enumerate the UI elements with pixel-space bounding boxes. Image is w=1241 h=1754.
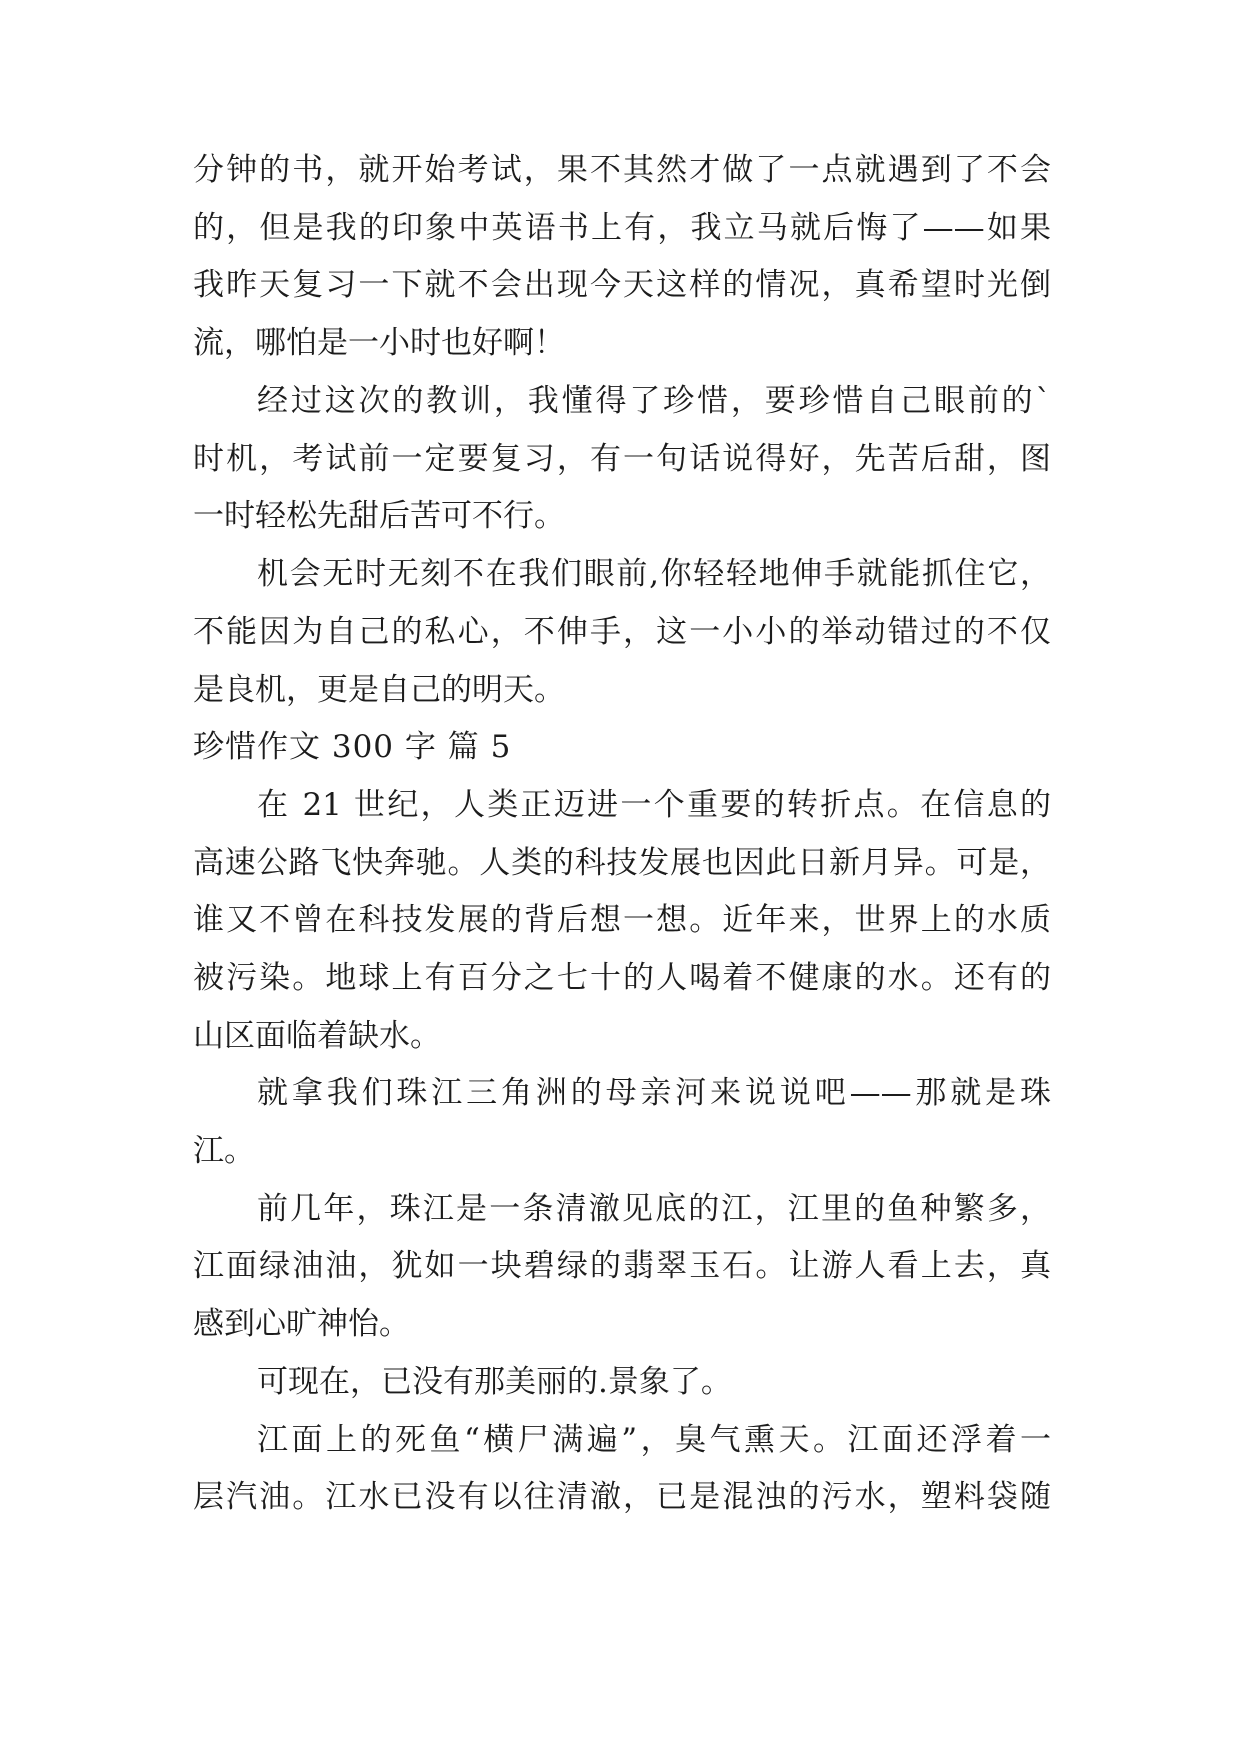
text-line: 时机，考试前一定要复习，有一句话说得好，先苦后甜，图 xyxy=(193,441,1051,477)
paragraph-first-line: 可现在，已没有那美丽的.景象了。 xyxy=(257,1364,732,1400)
text-line: 不能因为自己的私心，不伸手，这一小小的举动错过的不仅 xyxy=(193,614,1051,650)
text-line: 的，但是我的印象中英语书上有，我立马就后悔了——如果 xyxy=(193,210,1051,246)
text-line: 一时轻松先甜后苦可不行。 xyxy=(193,498,565,534)
paragraph-first-line: 江面上的死鱼“横尸满遍”，臭气熏天。江面还浮着一 xyxy=(257,1422,1051,1458)
text-line: 被污染。地球上有百分之七十的人喝着不健康的水。还有的 xyxy=(193,960,1051,996)
text-line: 感到心旷神怡。 xyxy=(193,1306,410,1342)
text-line: 谁又不曾在科技发展的背后想一想。近年来，世界上的水质 xyxy=(193,902,1051,938)
paragraph-first-line: 经过这次的教训，我懂得了珍惜，要珍惜自己眼前的` xyxy=(257,383,1051,419)
text-line: 分钟的书，就开始考试，果不其然才做了一点就遇到了不会 xyxy=(193,152,1051,188)
text-line: 我昨天复习一下就不会出现今天这样的情况，真希望时光倒 xyxy=(193,267,1051,303)
section-heading: 珍惜作文 300 字 篇 5 xyxy=(193,729,512,765)
paragraph-first-line: 在 21 世纪，人类正迈进一个重要的转折点。在信息的 xyxy=(257,787,1051,823)
text-line: 江面绿油油，犹如一块碧绿的翡翠玉石。让游人看上去，真 xyxy=(193,1248,1051,1284)
text-line: 高速公路飞快奔驰。人类的科技发展也因此日新月异。可是， xyxy=(193,845,1051,881)
text-line: 山区面临着缺水。 xyxy=(193,1018,441,1054)
paragraph-first-line: 前几年，珠江是一条清澈见底的江，江里的鱼种繁多， xyxy=(257,1191,1051,1227)
paragraph-first-line: 机会无时无刻不在我们眼前,你轻轻地伸手就能抓住它， xyxy=(257,556,1051,592)
text-line: 江。 xyxy=(193,1133,255,1169)
text-line: 是良机，更是自己的明天。 xyxy=(193,672,565,708)
text-line: 流，哪怕是一小时也好啊！ xyxy=(193,325,565,361)
paragraph-first-line: 就拿我们珠江三角洲的母亲河来说说吧——那就是珠 xyxy=(257,1075,1051,1111)
text-line: 层汽油。江水已没有以往清澈，已是混浊的污水，塑料袋随 xyxy=(193,1479,1051,1515)
